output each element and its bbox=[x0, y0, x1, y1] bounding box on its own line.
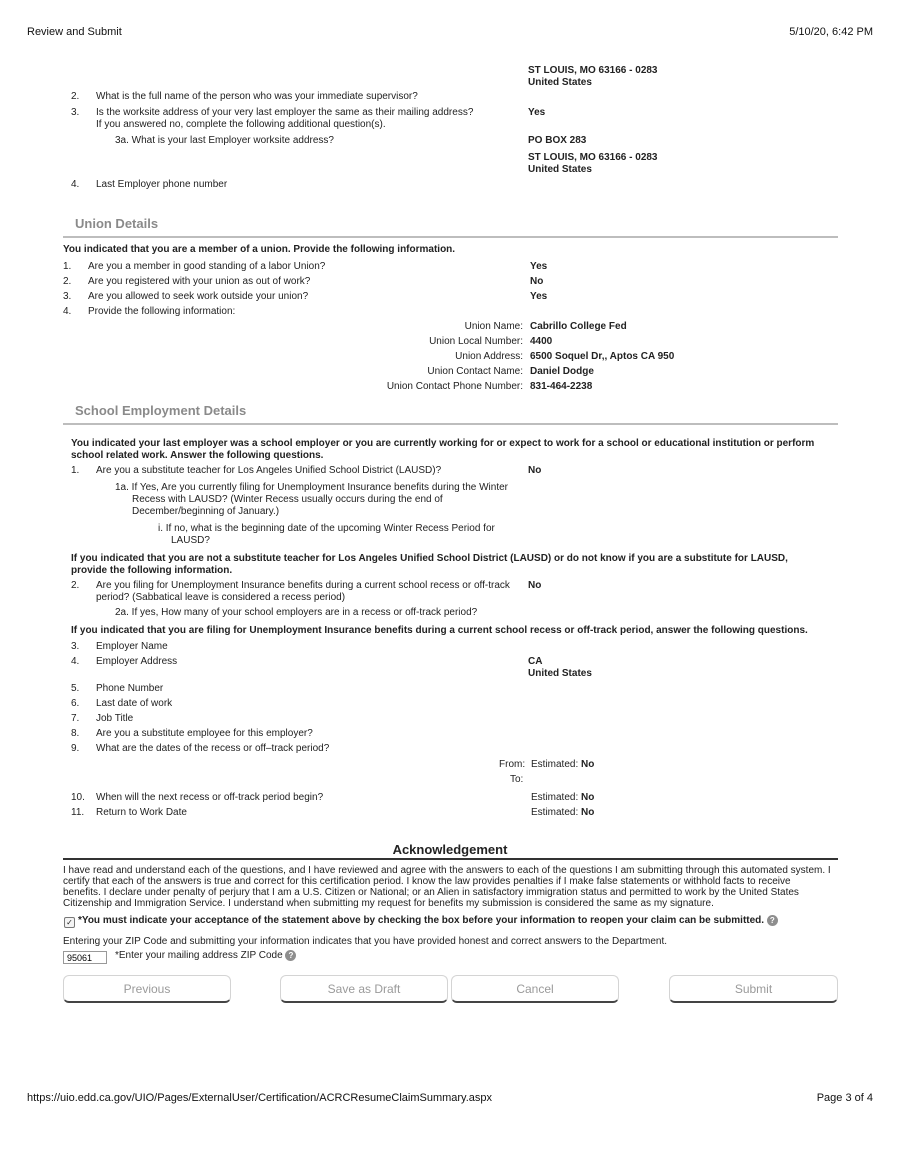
zip-label bbox=[115, 950, 296, 961]
union-field-label: Union Contact Phone Number: bbox=[386, 381, 523, 392]
ack-checkbox-label bbox=[78, 915, 778, 926]
union-field-value: 4400 bbox=[530, 336, 553, 347]
school-question-substitute: Are you a substitute employee for this employer? bbox=[96, 728, 313, 739]
answer-worksite-address-line3: United States bbox=[528, 164, 592, 175]
school-intro2-line1: If you indicated that you are not a substitute teacher for Los Angeles Unified School District (LAUSD) or do not know if you are a substitute for LAUSD, bbox=[71, 553, 788, 564]
school-question-employers-recess: 2a. If yes, How many of your school employers are in a recess or off-track period? bbox=[115, 607, 478, 618]
to-label: To: bbox=[510, 774, 524, 785]
question-number: 4. bbox=[71, 179, 80, 190]
union-question: Are you registered with your union as out of work? bbox=[88, 276, 311, 287]
union-answer: Yes bbox=[530, 291, 548, 302]
school-question-return-date: Return to Work Date bbox=[96, 807, 187, 818]
previous-button[interactable]: Previous bbox=[63, 975, 231, 1003]
help-icon[interactable]: ? bbox=[767, 915, 778, 926]
school-question-recess-date-line2: LAUSD? bbox=[171, 535, 210, 546]
union-question: Provide the following information: bbox=[88, 306, 236, 317]
question-number: 4. bbox=[71, 656, 80, 667]
ack-divider bbox=[63, 858, 838, 860]
ack-title: Acknowledgement bbox=[392, 842, 508, 857]
estimated-label: Estimated: bbox=[531, 792, 579, 803]
school-question-recess-date: i. If no, what is the beginning date of the upcoming Winter Recess Period for bbox=[158, 523, 495, 534]
estimated-label: Estimated: bbox=[531, 807, 579, 818]
question-number: 1. bbox=[63, 261, 72, 272]
school-question-winter-recess-line2: Recess with LAUSD? (Winter Recess usually occurs during the end of bbox=[132, 494, 443, 505]
question-number: 8. bbox=[71, 728, 80, 739]
submit-button[interactable]: Submit bbox=[669, 975, 838, 1003]
help-icon[interactable]: ? bbox=[285, 950, 296, 961]
question-number: 2. bbox=[63, 276, 72, 287]
zip-note: Entering your ZIP Code and submitting your information indicates that you have provided honest and correct answers to the Department. bbox=[63, 936, 668, 947]
zip-label-text: *Enter your mailing address ZIP Code bbox=[115, 950, 283, 962]
save-draft-button[interactable]: Save as Draft bbox=[280, 975, 448, 1003]
section-title-school: School Employment Details bbox=[75, 403, 247, 418]
school-answer-recess-filing: No bbox=[528, 580, 542, 591]
question-supervisor: What is the full name of the person who was your immediate supervisor? bbox=[96, 91, 418, 102]
employer-address-line2: United States bbox=[528, 77, 592, 88]
question-number: 3. bbox=[71, 641, 80, 652]
school-question-recess-filing: Are you filing for Unemployment Insurance benefits during a current school recess or off-track bbox=[96, 580, 510, 591]
ack-statement-line2: certify that each of the answers is true and correct for this certification period. I know the law provides penalties if I make false statements or withhold facts to receive bbox=[63, 876, 791, 887]
answer-worksite-same: Yes bbox=[528, 107, 546, 118]
school-intro2-line2: provide the following information. bbox=[71, 565, 233, 576]
page-header-datetime: 5/10/20, 6:42 PM bbox=[789, 26, 873, 38]
employer-address-line1: ST LOUIS, MO 63166 - 0283 bbox=[528, 65, 658, 76]
section-divider bbox=[63, 423, 838, 425]
union-field-label: Union Name: bbox=[464, 321, 523, 332]
question-number: 5. bbox=[71, 683, 80, 694]
school-intro-line2: school related work. Answer the following questions. bbox=[71, 450, 324, 461]
question-worksite-address: 3a. What is your last Employer worksite address? bbox=[115, 135, 334, 146]
union-answer: No bbox=[530, 276, 544, 287]
school-question-last-date: Last date of work bbox=[96, 698, 173, 709]
question-number: 7. bbox=[71, 713, 80, 724]
question-number: 3. bbox=[71, 107, 80, 118]
union-intro: You indicated that you are a member of a union. Provide the following information. bbox=[63, 244, 456, 255]
question-number: 2. bbox=[71, 580, 80, 591]
school-question-phone: Phone Number bbox=[96, 683, 164, 694]
estimated-value: No bbox=[581, 792, 595, 803]
school-answer-address-line2: United States bbox=[528, 668, 592, 679]
ack-statement-line3: benefits. I declare under penalty of perjury that I am a U.S. Citizen or National; or an Alien in satisfactory immigration status and permitted to work by the United States bbox=[63, 887, 799, 898]
question-number: 1. bbox=[71, 465, 80, 476]
union-field-label: Union Local Number: bbox=[429, 336, 523, 347]
school-question-winter-recess: 1a. If Yes, Are you currently filing for Unemployment Insurance benefits during the Winter bbox=[115, 482, 508, 493]
estimated-value: No bbox=[581, 759, 595, 770]
union-answer: Yes bbox=[530, 261, 548, 272]
school-answer-lausd: No bbox=[528, 465, 542, 476]
school-question-winter-recess-line3: December/beginning of January.) bbox=[132, 506, 280, 517]
question-number: 4. bbox=[63, 306, 72, 317]
question-number: 2. bbox=[71, 91, 80, 102]
union-field-value: Cabrillo College Fed bbox=[530, 321, 627, 332]
union-field-value: 831-464-2238 bbox=[530, 381, 593, 392]
page-header-title: Review and Submit bbox=[27, 26, 122, 38]
answer-worksite-address-line2: ST LOUIS, MO 63166 - 0283 bbox=[528, 152, 658, 163]
ack-statement-line1: I have read and understand each of the questions, and I have reviewed and agree with the answers to each of the questions I am submitting through this automated system. I bbox=[63, 865, 831, 876]
school-question-recess-dates: What are the dates of the recess or off–track period? bbox=[96, 743, 330, 754]
question-number: 10. bbox=[71, 792, 85, 803]
question-number: 6. bbox=[71, 698, 80, 709]
union-question: Are you allowed to seek work outside your union? bbox=[88, 291, 309, 302]
from-label: From: bbox=[499, 759, 526, 770]
ack-checkbox[interactable]: ✓ bbox=[64, 917, 75, 928]
section-title-union: Union Details bbox=[75, 216, 159, 231]
school-question-job-title: Job Title bbox=[96, 713, 134, 724]
union-question: Are you a member in good standing of a labor Union? bbox=[88, 261, 326, 272]
section-divider bbox=[63, 236, 838, 238]
question-number: 9. bbox=[71, 743, 80, 754]
union-field-value: 6500 Soquel Dr,, Aptos CA 950 bbox=[530, 351, 675, 362]
question-number: 11. bbox=[71, 807, 85, 818]
union-field-label: Union Contact Name: bbox=[427, 366, 523, 377]
union-field-label: Union Address: bbox=[455, 351, 523, 362]
union-field-value: Daniel Dodge bbox=[530, 366, 594, 377]
zip-code-input[interactable] bbox=[63, 951, 107, 964]
school-question-employer-name: Employer Name bbox=[96, 641, 168, 652]
page-footer-page: Page 3 of 4 bbox=[816, 1092, 873, 1104]
question-worksite-note: If you answered no, complete the following additional question(s). bbox=[96, 119, 386, 130]
page-footer-url: https://uio.edd.ca.gov/UIO/Pages/ExternalUser/Certification/ACRCResumeClaimSummary.aspx bbox=[27, 1092, 493, 1104]
ack-statement-line4: Citizenship and Immigration Service. I understand when submitting my request for benefits my submission is considered the same as my signature. bbox=[63, 898, 714, 909]
school-intro3: If you indicated that you are filing for Unemployment Insurance benefits during a current school recess or off-track period, answer the following questions. bbox=[71, 625, 808, 636]
school-intro-line1: You indicated your last employer was a school employer or you are currently working for or expect to work for a school or educational institution or perform bbox=[71, 438, 815, 449]
school-answer-address-line1: CA bbox=[528, 656, 543, 667]
ack-checkbox-label-text: *You must indicate your acceptance of the statement above by checking the box before your information to reopen your claim can be submitted. bbox=[78, 915, 765, 927]
school-question-lausd: Are you a substitute teacher for Los Angeles Unified School District (LAUSD)? bbox=[96, 465, 442, 476]
estimated-label: Estimated: bbox=[531, 759, 579, 770]
question-worksite-same: Is the worksite address of your very last employer the same as their mailing address? bbox=[96, 107, 474, 118]
cancel-button[interactable]: Cancel bbox=[451, 975, 619, 1003]
question-employer-phone: Last Employer phone number bbox=[96, 179, 228, 190]
answer-worksite-address-line1: PO BOX 283 bbox=[528, 135, 587, 146]
school-question-next-recess: When will the next recess or off-track period begin? bbox=[96, 792, 324, 803]
school-question-employer-address: Employer Address bbox=[96, 656, 178, 667]
school-question-recess-filing-line2: period? (Sabbatical leave is considered a recess period) bbox=[96, 592, 346, 603]
question-number: 3. bbox=[63, 291, 72, 302]
estimated-value: No bbox=[581, 807, 595, 818]
